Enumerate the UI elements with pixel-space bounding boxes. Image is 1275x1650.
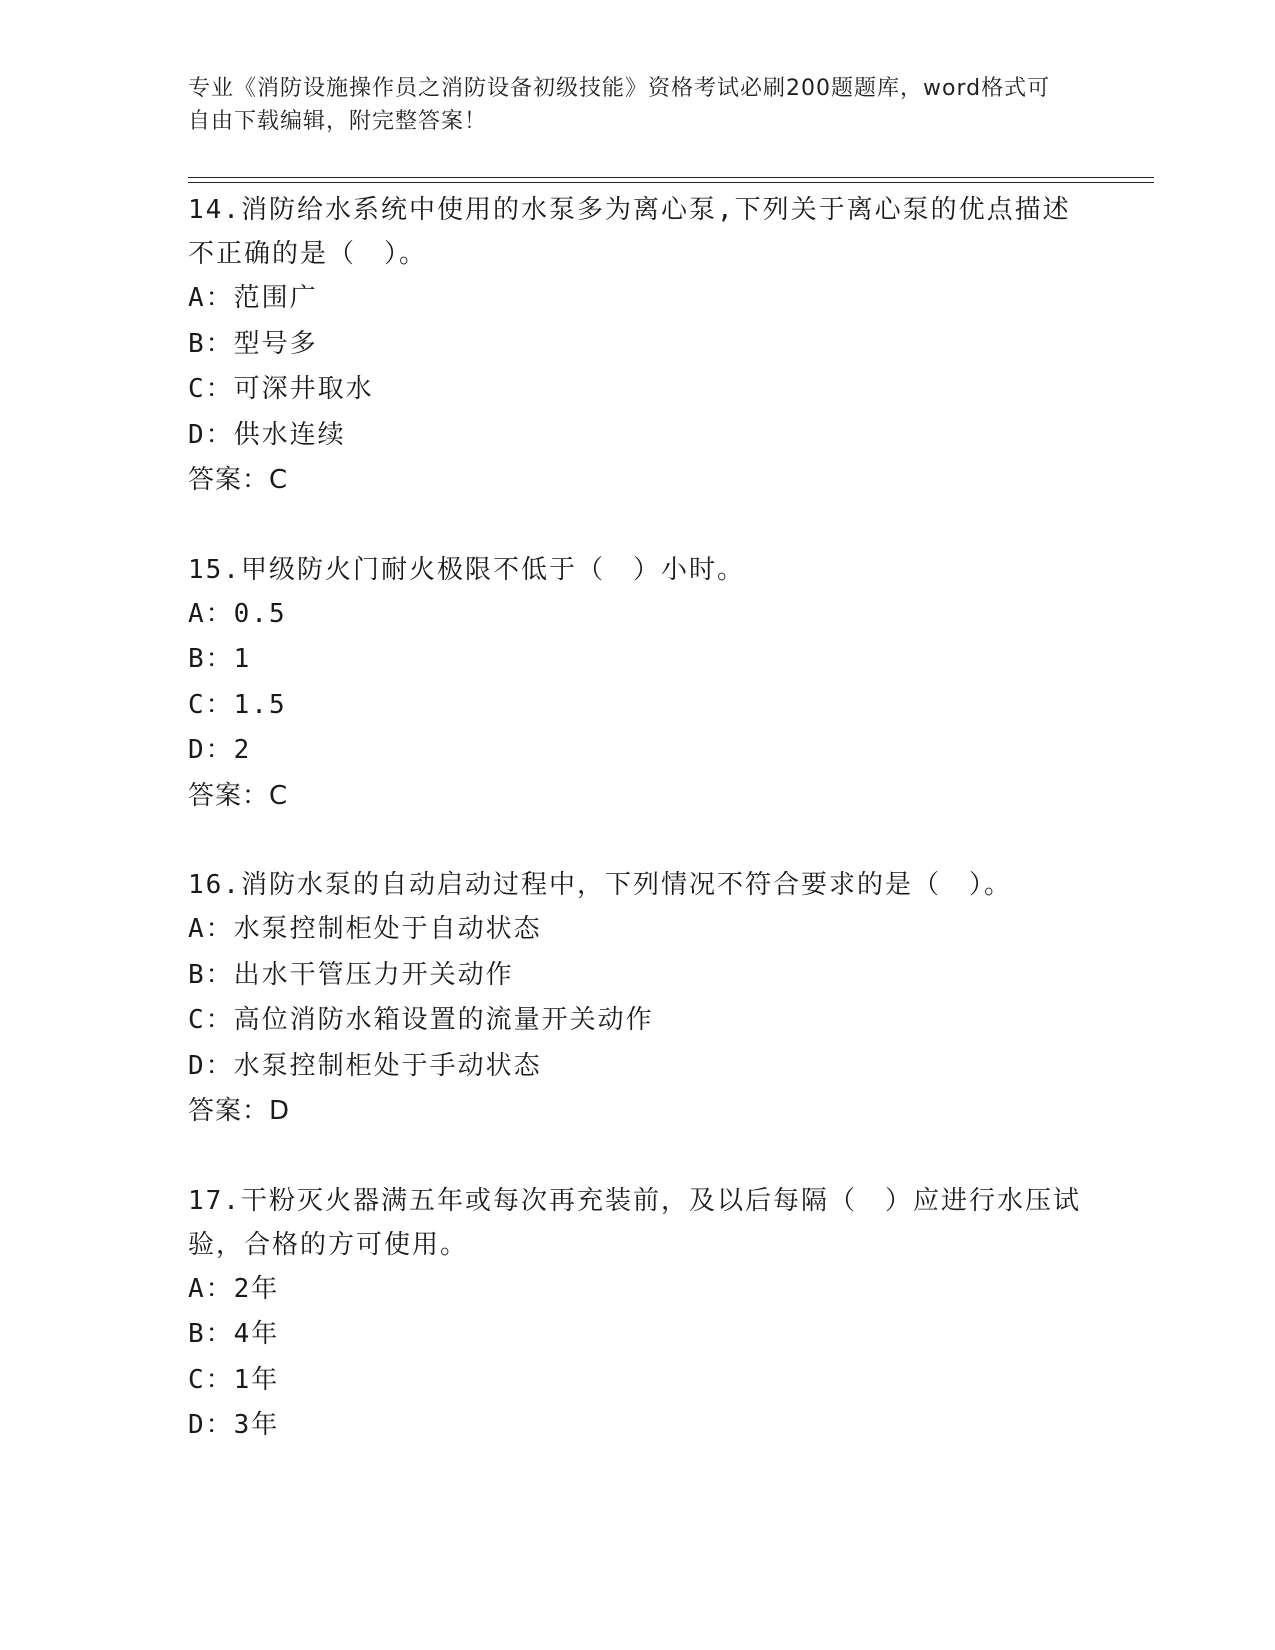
option-c: C：1年 (188, 1364, 280, 1395)
question-list (188, 188, 1088, 1449)
option-b: B：1 (188, 644, 252, 674)
answer: 答案：D (188, 1096, 291, 1126)
question-gap (188, 1135, 1088, 1179)
document-header: 专业《消防设施操作员之消防设备初级技能》资格考试必刷200题题库，word格式可自由下载编辑，附完整答案！ (188, 76, 1051, 134)
question-16 (188, 863, 1088, 1135)
option-d: D：水泵控制柜处于手动状态 (188, 1050, 542, 1081)
question-stem: 17.干粉灭火器满五年或每次再充装前，及以后每隔（ ）应进行水压试验，合格的方可使用。 (188, 1185, 1081, 1260)
option-a: A：0.5 (188, 598, 287, 629)
question-stem: 14.消防给水系统中使用的水泵多为离心泵,下列关于离心泵的优点描述不正确的是（ ）。 (188, 195, 1071, 269)
answer: 答案：C (188, 780, 289, 811)
question-17 (188, 1179, 1088, 1449)
option-b: B：出水干管压力开关动作 (188, 959, 514, 990)
question-stem: 15.甲级防火门耐火极限不低于（ ）小时。 (188, 554, 745, 585)
option-c: C：高位消防水箱设置的流量开关动作 (188, 1005, 654, 1035)
header-divider-bottom (188, 182, 1154, 183)
option-d: D：供水连续 (188, 419, 346, 450)
question-stem: 16.消防水泵的自动启动过程中，下列情况不符合要求的是（ ）。 (188, 870, 1012, 900)
option-d: D：3年 (188, 1410, 280, 1440)
question-gap (188, 819, 1088, 863)
option-a: A：范围广 (188, 283, 318, 313)
option-b: B：4年 (188, 1319, 280, 1349)
option-b: B：型号多 (188, 328, 318, 359)
option-c: C：可深井取水 (188, 374, 374, 404)
question-15 (188, 548, 1088, 820)
header-divider-top (188, 177, 1154, 178)
option-d: D：2 (188, 735, 252, 765)
question-gap (188, 504, 1088, 548)
option-a: A：2年 (188, 1273, 280, 1304)
answer: 答案：C (188, 465, 289, 495)
option-a: A：水泵控制柜处于自动状态 (188, 914, 542, 944)
option-c: C：1.5 (188, 689, 287, 720)
question-14 (188, 188, 1088, 504)
